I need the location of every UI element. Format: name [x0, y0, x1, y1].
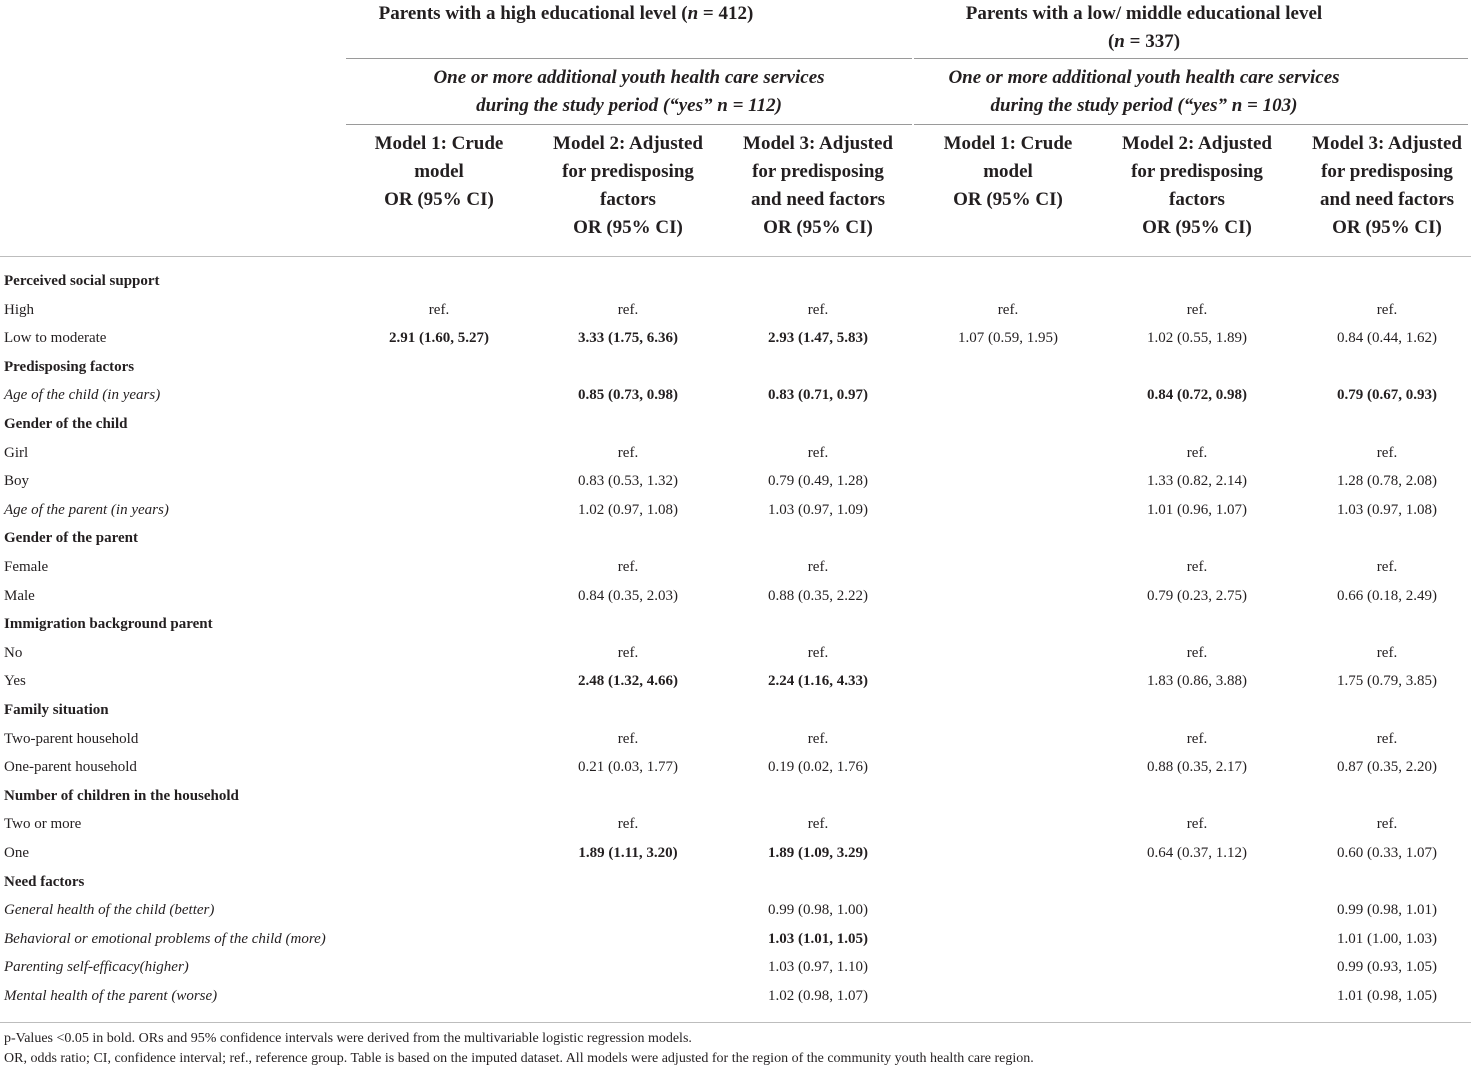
- table-cell: 2.48 (1.32, 4.66): [578, 673, 678, 690]
- table-cell: 1.28 (0.78, 2.08): [1337, 473, 1437, 490]
- table-cell: 0.99 (0.98, 1.00): [768, 902, 868, 919]
- table-cell: 0.88 (0.35, 2.17): [1147, 759, 1247, 776]
- table-cell: 1.89 (1.11, 3.20): [578, 845, 678, 861]
- row-label: High: [4, 301, 34, 318]
- section-header-row: [0, 524, 1471, 552]
- row-label: Boy: [4, 473, 30, 490]
- section-label: Need factors: [4, 873, 85, 890]
- table-cell: 1.02 (0.98, 1.07): [768, 988, 868, 1004]
- table-cell: ref.: [1186, 301, 1208, 318]
- section-label: Predisposing factors: [4, 358, 135, 375]
- table-cell: ref.: [807, 730, 829, 747]
- table-cell: 1.01 (0.96, 1.07): [1147, 501, 1247, 518]
- model-header-line: OR (95% CI): [384, 189, 494, 210]
- section-label: Gender of the child: [4, 416, 128, 432]
- model-header-line: factors: [600, 189, 656, 210]
- table-row: [0, 324, 1471, 352]
- row-label: Girl: [4, 444, 29, 461]
- model-header-line: OR (95% CI): [573, 217, 683, 238]
- table-cell: 1.03 (0.97, 1.09): [768, 501, 868, 518]
- row-label: General health of the child (better): [4, 902, 215, 919]
- section-header-row: [0, 610, 1471, 638]
- outcome-high-rule: [346, 124, 912, 125]
- table-cell: 2.24 (1.16, 4.33): [768, 673, 868, 690]
- section-header-row: [0, 696, 1471, 724]
- table-cell: ref.: [617, 559, 639, 575]
- model-header-line: OR (95% CI): [1142, 217, 1252, 238]
- model-2-header-low: [1102, 130, 1292, 242]
- row-label: One: [4, 845, 29, 861]
- table-row: [0, 467, 1471, 495]
- table-cell: 0.87 (0.35, 2.20): [1337, 759, 1437, 776]
- table-cell: ref.: [617, 644, 639, 661]
- row-label: One-parent household: [4, 759, 137, 776]
- table-cell: ref.: [1376, 644, 1398, 661]
- table-cell: 0.83 (0.71, 0.97): [768, 387, 868, 404]
- table-cell: ref.: [1376, 444, 1398, 461]
- table-row: [0, 982, 1471, 1010]
- section-label: Family situation: [4, 702, 109, 718]
- table-cell: 0.60 (0.33, 1.07): [1337, 845, 1437, 861]
- table-cell: ref.: [1186, 644, 1208, 661]
- table-cell: 1.75 (0.79, 3.85): [1337, 673, 1437, 690]
- row-label: Low to moderate: [4, 330, 107, 347]
- table-cell: 0.66 (0.18, 2.49): [1337, 587, 1437, 604]
- model-header-line: for predisposing: [562, 161, 694, 182]
- row-label: Two-parent household: [4, 730, 139, 747]
- table-cell: 0.83 (0.53, 1.32): [578, 473, 678, 490]
- table-cell: ref.: [807, 559, 829, 575]
- table-cell: 0.64 (0.37, 1.12): [1147, 845, 1247, 861]
- table-cell: ref.: [807, 644, 829, 661]
- table-cell: ref.: [617, 730, 639, 747]
- section-header-row: [0, 410, 1471, 438]
- table-cell: 1.02 (0.97, 1.08): [578, 501, 678, 518]
- model-header-line: and need factors: [750, 189, 886, 210]
- table-cell: ref.: [1186, 444, 1208, 461]
- table-cell: ref.: [1376, 730, 1398, 747]
- model-header-line: Model 3: Adjusted: [743, 133, 893, 154]
- table-cell: 1.01 (1.00, 1.03): [1337, 930, 1437, 947]
- model-header-line: for predisposing: [1131, 161, 1263, 182]
- row-label: Yes: [4, 673, 26, 690]
- table-cell: ref.: [617, 444, 639, 461]
- model-header-line: OR (95% CI): [953, 189, 1063, 210]
- model-header-line: Model 3: Adjusted: [1312, 133, 1462, 154]
- table-row: [0, 896, 1471, 924]
- table-cell: 2.91 (1.60, 5.27): [389, 330, 489, 347]
- row-label: Age of the parent (in years): [4, 501, 169, 518]
- table-cell: 0.84 (0.44, 1.62): [1337, 330, 1437, 347]
- model-header-line: Model 1: Crude: [374, 133, 504, 154]
- table-row: [0, 381, 1471, 409]
- table-cell: 2.93 (1.47, 5.83): [768, 330, 868, 347]
- model-header-line: OR (95% CI): [763, 217, 873, 238]
- table-cell: 0.84 (0.72, 0.98): [1147, 387, 1247, 404]
- table-cell: 0.79 (0.23, 2.75): [1147, 587, 1247, 604]
- table-row: [0, 925, 1471, 953]
- table-row: [0, 439, 1471, 467]
- section-label: Gender of the parent: [4, 530, 139, 547]
- header-bottom-rule: [0, 256, 1471, 257]
- table-cell: 1.33 (0.82, 2.14): [1147, 473, 1247, 490]
- table-cell: 1.83 (0.86, 3.88): [1147, 673, 1247, 690]
- group-low-rule: [914, 58, 1468, 59]
- section-header-row: [0, 868, 1471, 896]
- row-label: Two or more: [4, 816, 82, 833]
- table-cell: 1.89 (1.09, 3.29): [768, 845, 868, 861]
- table-cell: 1.03 (0.97, 1.08): [1337, 501, 1437, 518]
- group-high-outcome: One or more additional youth health care services during the study period (“yes” n = 112): [433, 67, 825, 116]
- table-cell: 0.21 (0.03, 1.77): [578, 759, 678, 776]
- model-2-header-high: [533, 130, 723, 242]
- model-header-line: factors: [1169, 189, 1225, 210]
- row-label: Parenting self-efficacy(higher): [4, 959, 189, 976]
- footnote-pvalues: p-Values <0.05 in bold. ORs and 95% confidence intervals were derived from the multivariable logistic regression models.: [4, 1031, 692, 1046]
- model-3-header-low: [1292, 130, 1471, 242]
- section-label: Immigration background parent: [4, 616, 213, 633]
- table-cell: ref.: [1376, 816, 1398, 833]
- table-cell: 0.88 (0.35, 2.22): [768, 587, 868, 604]
- group-low-title: Parents with a low/ middle educational level (n = 337): [965, 3, 1323, 52]
- table-cell: 0.85 (0.73, 0.98): [578, 387, 678, 404]
- table-cell: 1.07 (0.59, 1.95): [958, 330, 1058, 347]
- row-label: Behavioral or emotional problems of the child (more): [4, 930, 326, 947]
- table-cell: ref.: [807, 444, 829, 461]
- model-header-line: model: [983, 161, 1033, 182]
- table-cell: 1.03 (1.01, 1.05): [768, 930, 868, 947]
- table-bottom-rule: [0, 1022, 1471, 1023]
- table-row: [0, 582, 1471, 610]
- section-header-row: [0, 267, 1471, 295]
- table-cell: ref.: [1376, 301, 1398, 318]
- table-cell: 0.99 (0.98, 1.01): [1337, 902, 1437, 919]
- group-low-outcome: One or more additional youth health care services during the study period (“yes” n = 103): [948, 67, 1340, 116]
- table-cell: 1.03 (0.97, 1.10): [768, 959, 868, 976]
- table-row: [0, 667, 1471, 695]
- model-header-line: model: [414, 161, 464, 182]
- footnote-abbreviations: OR, odds ratio; CI, confidence interval; ref., reference group. Table is based on the imputed dataset. All models were adjusted for the region of the community youth health care region.: [4, 1051, 1034, 1066]
- table-row: [0, 953, 1471, 981]
- group-high-title: Parents with a high educational level (n = 412): [378, 3, 754, 24]
- model-header-line: for predisposing: [752, 161, 884, 182]
- section-label: Number of children in the household: [4, 787, 239, 804]
- table-row: [0, 639, 1471, 667]
- table-cell: 0.79 (0.67, 0.93): [1337, 387, 1437, 404]
- section-header-row: [0, 353, 1471, 381]
- table-row: [0, 810, 1471, 838]
- row-label: Male: [4, 587, 35, 604]
- table-cell: ref.: [617, 301, 639, 318]
- model-header-line: Model 1: Crude: [943, 133, 1073, 154]
- table-cell: ref.: [1186, 559, 1208, 575]
- row-label: Age of the child (in years): [4, 387, 161, 404]
- model-3-header-high: [723, 130, 913, 242]
- table-row: [0, 725, 1471, 753]
- model-header-line: Model 2: Adjusted: [1122, 133, 1272, 154]
- section-label: Perceived social support: [4, 273, 160, 289]
- model-header-line: for predisposing: [1321, 161, 1453, 182]
- table-cell: ref.: [1186, 816, 1208, 833]
- model-header-line: and need factors: [1319, 189, 1455, 210]
- table-row: [0, 296, 1471, 324]
- model-1-header-low: [913, 130, 1103, 214]
- row-label: Female: [4, 559, 49, 575]
- table-cell: 3.33 (1.75, 6.36): [578, 330, 678, 347]
- model-header-line: OR (95% CI): [1332, 217, 1442, 238]
- row-label: No: [4, 644, 23, 661]
- table-cell: ref.: [428, 301, 450, 318]
- table-cell: ref.: [807, 816, 829, 833]
- group-high-rule: [346, 58, 912, 59]
- table-cell: ref.: [617, 816, 639, 833]
- table-row: [0, 839, 1471, 867]
- table-cell: 1.02 (0.55, 1.89): [1147, 330, 1247, 347]
- row-label: Mental health of the parent (worse): [4, 988, 218, 1004]
- model-header-line: Model 2: Adjusted: [553, 133, 703, 154]
- table-row: [0, 553, 1471, 581]
- section-header-row: [0, 782, 1471, 810]
- table-cell: 0.79 (0.49, 1.28): [768, 473, 868, 490]
- table-cell: ref.: [1186, 730, 1208, 747]
- table-cell: ref.: [807, 301, 829, 318]
- table-cell: 0.99 (0.93, 1.05): [1337, 959, 1437, 976]
- table-cell: ref.: [997, 301, 1019, 318]
- table-cell: 0.19 (0.02, 1.76): [768, 759, 868, 776]
- table-row: [0, 496, 1471, 524]
- table-cell: 0.84 (0.35, 2.03): [578, 587, 678, 604]
- table-row: [0, 753, 1471, 781]
- table-cell: ref.: [1376, 559, 1398, 575]
- model-1-header-high: [344, 130, 534, 214]
- outcome-low-rule: [914, 124, 1468, 125]
- table-cell: 1.01 (0.98, 1.05): [1337, 988, 1437, 1004]
